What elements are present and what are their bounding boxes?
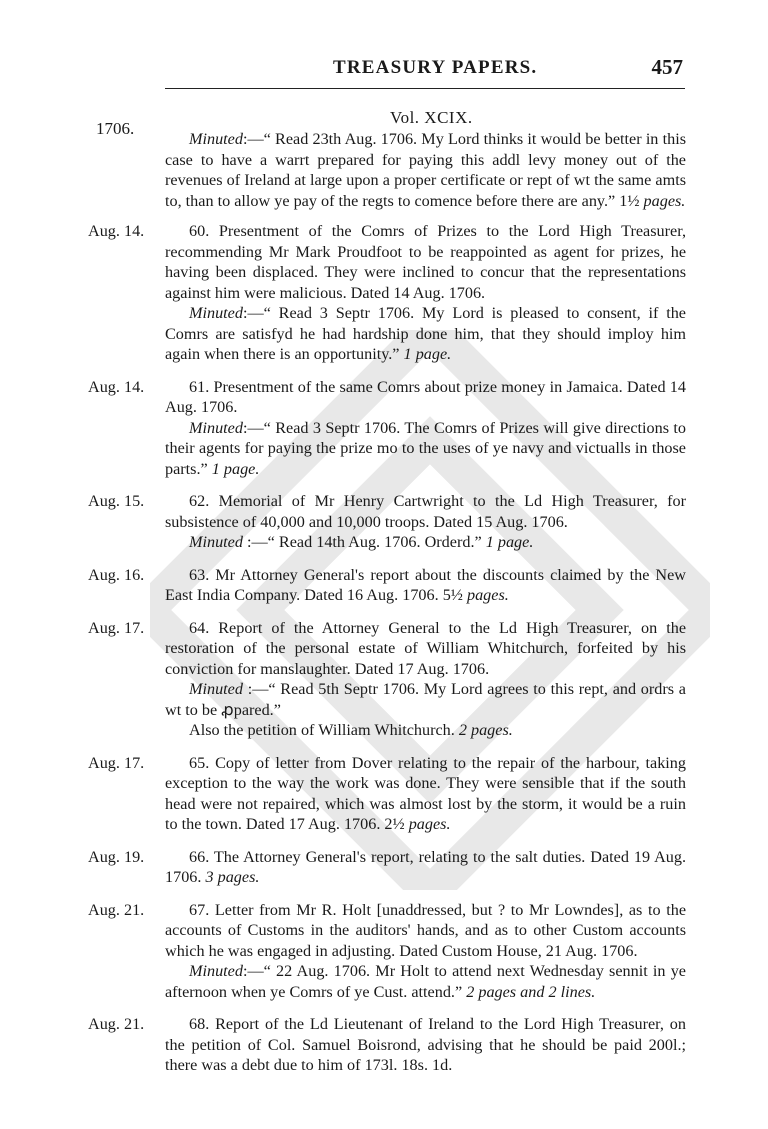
pages-count: 1 page. xyxy=(485,533,534,551)
intro-minute xyxy=(88,129,686,211)
minuted-label: Minuted xyxy=(189,418,243,437)
entry-66 xyxy=(88,847,686,888)
entry-body: 63. Mr Attorney General's report about the discounts claimed by the New East India Company. Dated 16 Aug. 1706. 5½ xyxy=(165,565,686,604)
entry-body: 60. Presentment of the Comrs of Prizes to the Lord High Treasurer, recommending Mr Mark Proudfoot to be reappointed as agent for prizes, he having been displaced. They were inclined to concur that the representations against him were malicious. Dated 14 Aug. 1706. xyxy=(165,222,686,302)
minuted-label: Minuted xyxy=(189,962,243,980)
entry-date: Aug. 14. xyxy=(88,222,145,240)
minuted-label: Minuted xyxy=(189,680,243,698)
entry-body: 61. Presentment of the same Comrs about prize money in Jamaica. Dated 14 Aug. 1706. xyxy=(165,377,686,416)
minuted-label: Minuted xyxy=(189,304,243,322)
entry-body: 64. Report of the Attorney General to the Ld High Treasurer, on the restoration of the personal estate of William Whitchurch, forfeited by his conviction for manslaughter. Dated 17 Aug. 1706. xyxy=(165,618,686,678)
entry-date: Aug. 14. xyxy=(88,377,145,396)
entry-date: Aug. 16. xyxy=(88,565,145,584)
entry-date: Aug. 17. xyxy=(88,753,145,772)
running-header xyxy=(165,55,685,89)
header-rule xyxy=(165,88,685,89)
minuted-text: :—“ Read 3 Septr 1706. The Comrs of Prizes will give directions to their agents for paying the prize mo to the uses of ye navy and victualls in those parts.” xyxy=(165,418,686,478)
entry-body: 65. Copy of letter from Dover relating to the repair of the harbour, taking exception to the way the work was done. They were sensible that if the south head were not repaired, which was almost lost by the storm, it would be a ruin to the town. Dated 17 Aug. 1706. 2½ xyxy=(165,753,686,833)
entry-date: Aug. 21. xyxy=(88,900,145,919)
year-label: 1706. xyxy=(96,119,135,138)
minuted-text: :—“ 22 Aug. 1706. Mr Holt to attend next Wednesday sennit in ye afternoon when ye Comrs of ye Cust. attend.” xyxy=(165,962,686,1001)
pages-count: pages. xyxy=(643,191,686,210)
pages-count: 2 pages and 2 lines. xyxy=(466,982,596,1001)
entry-61 xyxy=(88,377,686,480)
entry-65 xyxy=(88,753,686,835)
pages-count: 1 page. xyxy=(403,345,452,363)
entry-extra: Also the petition of William Whitchurch. xyxy=(189,721,459,739)
minuted-text: :—“ Read 3 Septr 1706. My Lord is pleased to consent, if the Comrs are satisfyd he had hardship done him, that they should imploy him again when there is an opportunity.” xyxy=(165,304,686,363)
entry-date: Aug. 15. xyxy=(88,492,145,510)
page-number: 457 xyxy=(651,55,683,79)
entry-body: 67. Letter from Mr R. Holt [unaddressed, but ? to Mr Lowndes], as to the accounts of Customs in the auditors' hands, and as to other Custom accounts which he was engaged in adjusting. Dated Custom House, 21 Aug. 1706. xyxy=(165,900,686,960)
pages-count: pages. xyxy=(408,815,451,833)
entry-body: 62. Memorial of Mr Henry Cartwright to the Ld High Treasurer, for subsistence of 40,000 and 10,000 troops. Dated 15 Aug. 1706. xyxy=(165,492,686,531)
entry-63 xyxy=(88,565,686,606)
entry-date: Aug. 19. xyxy=(88,847,145,866)
minuted-label: Minuted xyxy=(189,533,243,551)
entry-67 xyxy=(88,900,686,1003)
pages-count: 1 page. xyxy=(211,459,260,478)
entry-body: 68. Report of the Ld Lieutenant of Ireland to the Lord High Treasurer, on the petition of Col. Samuel Boisrond, advising that he should be paid 200l.; there was a debt due to him of 173l. 18s. 1d. xyxy=(165,1015,686,1074)
pages-count: 2 pages. xyxy=(458,721,513,739)
volume-heading: Vol. XCIX. xyxy=(390,108,473,127)
entries-list xyxy=(88,129,686,1088)
header-title: TREASURY PAPERS. xyxy=(333,57,538,78)
minuted-text: :—“ Read 23th Aug. 1706. My Lord thinks it would be better in this case to have a warrt prepared for paying this addl levy money out of the revenues of Ireland at large upon a proper certificate or rept of wt the same amts to, than to allow ye pay of the regts to comence before there are any.” 1½ xyxy=(165,130,686,210)
entry-64 xyxy=(88,618,686,741)
entry-68 xyxy=(88,1014,686,1076)
entry-62 xyxy=(88,491,686,553)
minuted-text: :—“ Read 14th Aug. 1706. Orderd.” xyxy=(242,533,486,551)
pages-count: 3 pages. xyxy=(205,868,260,886)
minuted-text: :—“ Read 5th Septr 1706. My Lord agrees to this rept, and ordrs a wt to be ꝓpared.” xyxy=(165,680,686,719)
entry-date: Aug. 21. xyxy=(88,1015,145,1033)
minuted-label: Minuted xyxy=(189,130,243,148)
entry-date: Aug. 17. xyxy=(88,618,145,637)
entry-body: 66. The Attorney General's report, relating to the salt duties. Dated 19 Aug. 1706. xyxy=(165,847,686,886)
entry-60 xyxy=(88,221,686,365)
pages-count: pages. xyxy=(466,586,509,604)
